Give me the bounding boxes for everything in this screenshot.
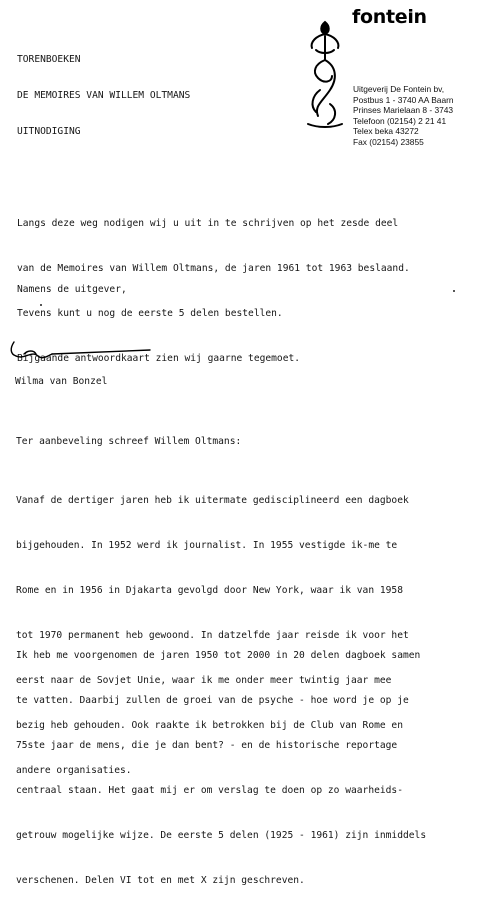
text-line: Vanaf de dertiger jaren heb ik uitermate gedisciplineerd een dagboek (16, 495, 409, 506)
address-line: Telefoon (02154) 2 21 41 (353, 115, 447, 126)
text-line: andere organisaties. (16, 765, 132, 776)
text-line: Tevens kunt u nog de eerste 5 delen bestellen. (17, 308, 283, 319)
address-line: Telex beka 43272 (353, 126, 419, 137)
handwritten-signature (6, 338, 156, 366)
publisher-address-block (353, 84, 454, 148)
text-line: centraal staan. Het gaat mij er om verslag te doen op zo waarheids- (16, 785, 403, 796)
oltmans-paragraph-2 (16, 618, 426, 903)
text-line: getrouw mogelijke wijze. De eerste 5 delen (1925 - 1961) zijn inmiddels (16, 830, 427, 841)
text-line: 75ste jaar de mens, die je dan bent? - en de historische reportage (16, 740, 398, 751)
text-line: Rome en in 1956 in Djakarta gevolgd door New York, waar ik van 1958 (16, 585, 403, 596)
text-line: van de Memoires van Willem Oltmans, de jaren 1961 tot 1963 beslaand. (17, 263, 410, 274)
signatory-name: Wilma van Bonzel (15, 376, 108, 387)
publisher-wordmark: fontein (352, 6, 427, 28)
ink-speck (453, 290, 455, 292)
text-line: bijgehouden. In 1952 werd ik journalist. In 1955 vestigde ik-me te (16, 540, 398, 551)
text-line: tot 1970 permanent heb gewoond. In datzelfde jaar reisde ik voor het (16, 630, 409, 641)
ink-speck (40, 304, 42, 306)
series-heading: TORENBOEKEN (17, 54, 81, 65)
address-line: Prinses Marielaan 8 - 3743 (353, 105, 454, 116)
text-line: verschenen. Delen VI tot en met X zijn geschreven. (16, 875, 305, 886)
text-line: eerst naar de Sovjet Unie, waar ik me onder meer twintig jaar mee (16, 675, 392, 686)
address-line: Uitgeverij De Fontein bv, (353, 84, 445, 94)
text-line: te vatten. Daarbij zullen de groei van de psyche - hoe word je op je (16, 695, 409, 706)
text-line: Langs deze weg nodigen wij u uit in te schrijven op het zesde deel (17, 218, 399, 229)
text-line: Bijgaande antwoordkaart zien wij gaarne tegemoet. (17, 353, 301, 364)
fountain-logo-icon (300, 20, 350, 132)
address-line: Fax (02154) 23855 (353, 136, 424, 147)
text-line: Ik heb me voorgenomen de jaren 1950 tot 2000 in 20 delen dagboek samen (16, 650, 421, 661)
subject-heading: DE MEMOIRES VAN WILLEM OLTMANS (17, 90, 191, 101)
document-type-heading: UITNODIGING (17, 126, 81, 137)
recommendation-heading: Ter aanbeveling schreef Willem Oltmans: (16, 436, 242, 447)
text-line: bezig heb gehouden. Ook raakte ik betrokken bij de Club van Rome en (16, 720, 403, 731)
closing-line: Namens de uitgever, (17, 284, 127, 295)
address-line: Postbus 1 - 3740 AA Baarn (353, 94, 454, 105)
